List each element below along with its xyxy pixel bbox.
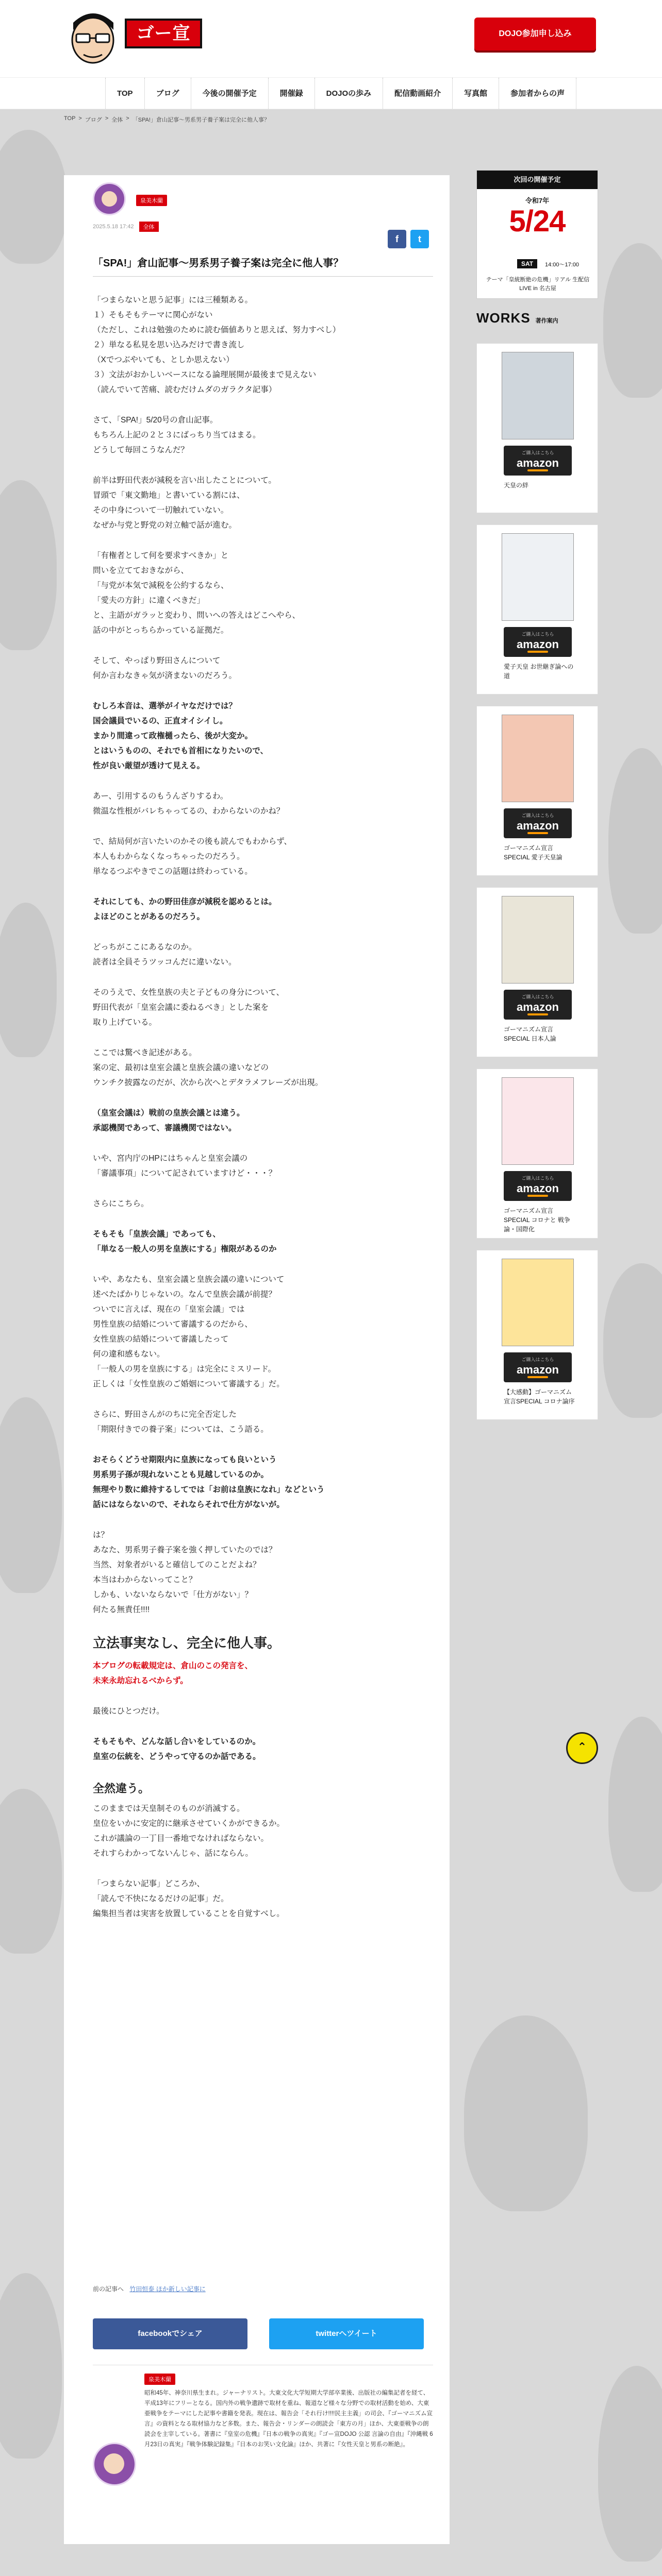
amazon-buy-caption: ご購入はこちら <box>521 1176 554 1181</box>
work-card[interactable] <box>476 1069 598 1239</box>
amazon-buy-caption: ご購入はこちら <box>521 632 554 637</box>
work-card[interactable] <box>476 706 598 876</box>
global-nav <box>0 77 662 109</box>
works-title: WORKS <box>476 310 531 326</box>
body-paragraph: そもそも「皇族会議」であっても、 「単なる一般人の男を皇族にする」権限があるのか <box>93 1230 277 1253</box>
body-paragraph: （皇室会議は）戦前の皇族会議とは違う。 承認機関であって、審議機関ではない。 <box>93 1109 245 1132</box>
breadcrumb-sep: > <box>105 115 109 122</box>
prev-post-link[interactable]: 竹田恒泰 ほか新しい記事に <box>129 2285 206 2293</box>
body-paragraph: いや、あなたも、皇室会議と皇族会議の違いについて 述べたばかりじゃないの。なんで皇族会議が前提？ ついでに言えば、現在の「皇室会議」では 男性皇族の結婚について審議するのだから、 女性皇族の結婚について審議したって 何の違和感もない。 「一般人の男を皇族にする」は完全にミスリード。 正しくは「女性皇族のご婚姻について審議する」だ。 <box>93 1275 285 1388</box>
twitter-share-button[interactable] <box>269 2318 424 2349</box>
body-paragraph: 前半は野田代表が減税を言い出したことについて。 冒頭で「東文勤地」と書いている割には、 その中身について一切触れていない。 なぜか与党と野党の対立軸で話が進む。 <box>93 476 276 530</box>
body-paragraph: は？ あなた、男系男子養子案を強く押していたのでは？ 当然、対象者がいると確信してのことだよね？ 本当はわからないってこと？ しかも、いないならないで「仕方がない」？ 何たる無責任!!!! <box>93 1531 277 1614</box>
work-card[interactable] <box>476 887 598 1057</box>
facebook-share-label: facebookでシェア <box>138 2329 203 2338</box>
body-paragraph: 「つまらないと思う記事」には三種類ある。 １）そもそもテーマに関心がない （ただし、これは勉強のために読む価値ありと思えば、努力すべし） ２）単なる私見を思い込みだけで書き流し （Xでつぶやいても、としか思えない） ３）文法がおかしいベースになる論理展開が最後まで見えない （読んでいて苦痛、読むだけムダのガラクタ記事） <box>93 296 341 394</box>
next-event-header: 次回の開催予定 <box>477 171 598 189</box>
amazon-logo-icon: amazon <box>517 1182 559 1195</box>
next-event-theme: テーマ「皇統断絶の危機」リアル 生配信 LIVE in 名古屋 <box>486 277 590 292</box>
nav-blog[interactable]: ブログ <box>145 78 191 110</box>
work-title: 天皇の絆 <box>504 482 529 489</box>
amazon-logo-icon: amazon <box>517 456 559 469</box>
facebook-share-button[interactable] <box>93 2318 247 2349</box>
twitter-icon[interactable]: t <box>410 230 429 248</box>
amazon-buy-button[interactable] <box>504 990 572 1020</box>
nav-voices[interactable]: 参加者からの声 <box>499 78 576 110</box>
body-paragraph: それにしても、かの野田佳彦が減税を認めるとは。 よほどのことがあるのだろう。 <box>93 897 277 921</box>
amazon-buy-caption: ご購入はこちら <box>521 813 554 818</box>
work-title: 【大感動】ゴーマニズム宣言SPECIAL コロナ論序 <box>504 1388 575 1405</box>
amazon-buy-caption: ご購入はこちら <box>521 1357 554 1362</box>
mascot-face-icon <box>64 7 122 68</box>
breadcrumb-sep: > <box>78 115 82 122</box>
amazon-buy-caption: ご購入はこちら <box>521 450 554 455</box>
body-paragraph: 全然違う。 <box>93 1782 150 1795</box>
book-cover-image[interactable] <box>502 1259 574 1346</box>
author-bio: 昭和45年、神奈川県生まれ。ジャーナリスト。大東文化大学短期大学部卒業後、出版社の編集記者を経て、平成13年にフリーとなる。国内外の戦争遺跡で取材を重ね、報道など様々な分野での取材活動を始め、大東亜戦争をテーマにした記事や書籍を発表。現在は、報告会「それ行け!!!!民主主義」の司会、『ゴーマニズム宣言』の資料となる取材協力など多数。また、報告会・リンダーの朗読会「東方の月」ほか、大東亜戦争の朗読会を主宰している。著書に『皇室の危機』『日本の戦争の真実』『ゴー宣DOJO 公認 言論の自由』『沖縄戦 6月23日の真実』『戦争体験記録集』『日本のお笑い文化論』ほか、共著に『女性天皇と男系の断絶』。 <box>144 2390 433 2448</box>
body-paragraph: さらにこちら。 <box>93 1199 149 1208</box>
twitter-share-label: twitterへツイート <box>316 2329 377 2338</box>
body-paragraph: そして、やっぱり野田さんについて 何か言わなきゃ気が済まないのだろう。 <box>93 656 237 680</box>
site-header <box>0 0 662 68</box>
body-paragraph: むしろ本音は、選挙がイヤなだけでは？ 国会議員でいるの、正直オイシイし。 まかり間違って政権樋ったら、後が大変か。 とはいうものの、それでも首相になりたいので、 性が良い厳望が透けて見える。 <box>93 702 269 770</box>
amazon-logo-icon: amazon <box>517 1363 559 1376</box>
breadcrumb-top[interactable]: TOP <box>64 115 76 122</box>
nav-top[interactable]: TOP <box>105 78 145 110</box>
body-paragraph: そもそもや、どんな話し合いをしているのか。 皇室の伝統を、どうやって守るのか話である。 <box>93 1737 261 1761</box>
body-paragraph: どっちがここにあるなのか。 読者は全員そうツッコんだに違いない。 <box>93 943 237 967</box>
body-paragraph: おそらくどうせ期限内に皇族になっても良いという 男系男子孫が現れないことも見越しているのか。 無理やり数に維持するしてでは「お前は皇族になれ」などという 話にはならないので、それならそれで仕方がないが。 <box>93 1455 325 1509</box>
body-paragraph: あー、引用するのもうんざりするわ。 微温な性根がバレちゃってるの、わからないのかね？ <box>93 792 285 816</box>
next-event-date: 5/24 <box>509 205 566 238</box>
work-card[interactable] <box>476 524 598 694</box>
site-logo[interactable] <box>64 7 202 68</box>
breadcrumb-category[interactable]: 全体 <box>111 117 123 123</box>
logo-wordmark: ゴー宣DOJO <box>125 19 202 48</box>
prev-post-label: 前の記事へ <box>93 2285 124 2293</box>
work-title: ゴーマニズム宣言 SPECIAL 愛子天皇論 <box>504 844 562 861</box>
work-card[interactable] <box>476 1250 598 1420</box>
author-avatar[interactable] <box>93 182 126 215</box>
post-title: 「SPA!」倉山記事〜男系男子養子案は完全に他人事？ <box>93 258 344 269</box>
author-profile <box>93 2365 433 2519</box>
facebook-icon[interactable]: f <box>388 230 406 248</box>
amazon-buy-button[interactable] <box>504 1352 572 1382</box>
body-paragraph: いや、宮内庁のHPにはちゃんと皇室会議の 「審議事項」について記されていますけど・・・？ <box>93 1154 277 1178</box>
amazon-buy-button[interactable] <box>504 1171 572 1201</box>
nav-photos[interactable]: 写真館 <box>453 78 499 110</box>
work-title: 愛子天皇 お世継ぎ論への道 <box>504 663 574 680</box>
works-heading <box>476 310 558 326</box>
body-paragraph: 本ブログの転載規定は、倉山のこの発言を、 未来永劫忘れるべからず。 <box>93 1662 253 1685</box>
post-category[interactable]: 全体 <box>139 222 159 232</box>
body-paragraph: ここでは驚べき記述がある。 案の定、最初は皇室会議と皇族会議の違いなどの ウンチク披露なのだが、次から次へとデタラメフレーズが出現。 <box>93 1048 323 1087</box>
amazon-buy-caption: ご購入はこちら <box>521 994 554 999</box>
next-event-dow: SAT <box>517 259 537 268</box>
body-paragraph: このままでは天皇制そのものが消滅する。 皇位をいかに安定的に継承させていくかができるか。 これが議論の一丁目一番地でなければならない。 それすらわかってないんじゃ、話にならん。 <box>93 1804 285 1858</box>
body-paragraph: 立法事実なし、完全に他人事。 <box>93 1635 281 1651</box>
nav-history[interactable]: DOJOの歩み <box>315 78 384 110</box>
nav-records[interactable]: 開催録 <box>269 78 315 110</box>
post-meta <box>93 222 159 232</box>
amazon-buy-button[interactable] <box>504 446 572 476</box>
body-paragraph: で、結局何が言いたいのかその後も読んでもわからず、 本人もわからなくなっちゃったのだろう。 単なるつぶやきでこの話題は終わっている。 <box>93 837 292 876</box>
amazon-logo-icon: amazon <box>517 819 559 832</box>
book-cover-image[interactable] <box>502 715 574 802</box>
nav-videos[interactable]: 配信動画紹介 <box>383 78 453 110</box>
author-badge[interactable]: 泉美木蘭 <box>136 195 167 206</box>
next-event-era: 令和7年 <box>525 197 550 205</box>
next-event-time: 14:00〜17:00 <box>545 262 580 268</box>
amazon-logo-icon: amazon <box>517 638 559 651</box>
breadcrumb-current: 「SPA!」倉山記事〜男系男子養子案は完全に他人事？ <box>132 117 270 123</box>
breadcrumb-sep: > <box>126 115 129 122</box>
work-card[interactable] <box>476 343 598 513</box>
amazon-logo-icon: amazon <box>517 1001 559 1013</box>
body-paragraph: 「有権者として何を要求すべきか」と 問いを立てておきながら、 「与党が本気で減税を公約するなら、 「愛夫の方針」に違くべきだ」 と、主語がガラッと変わり、問いへの答えはどこへやら、 話の中がとっちらかっている証拠だ。 <box>93 551 301 635</box>
book-cover-image[interactable] <box>502 1077 574 1165</box>
post-body <box>93 293 433 1937</box>
body-paragraph: さらに、野田さんがのちに完全否定した 「期限付きでの養子案」については、こう語る。 <box>93 1410 269 1434</box>
blog-article <box>64 175 450 2544</box>
next-event-box[interactable] <box>476 170 598 299</box>
work-title: ゴーマニズム宣言 SPECIAL コロナと 戦争論・国際化 <box>504 1207 570 1233</box>
amazon-buy-button[interactable] <box>504 627 572 657</box>
author-profile-name[interactable]: 泉美木蘭 <box>144 2374 175 2385</box>
body-paragraph: そのうえで、女性皇族の夫と子どもの身分について、 野田代表が「皇室会議に委ねるべき」とした案を 取り上げている。 <box>93 988 285 1027</box>
prev-post-line <box>93 2284 206 2293</box>
nav-schedule[interactable]: 今後の開催予定 <box>191 78 269 110</box>
amazon-buy-button[interactable] <box>504 808 572 838</box>
title-divider <box>93 276 433 277</box>
book-cover-image[interactable] <box>502 533 574 621</box>
body-paragraph: 最後にひとつだけ。 <box>93 1707 164 1716</box>
body-paragraph: さて、「SPA!」5/20号の倉山記事。 もちろん上記の２と３にばっちり当てはまる。 どうして毎回こうなんだ？ <box>93 416 261 454</box>
author-profile-avatar[interactable] <box>93 2443 136 2486</box>
page-top-button[interactable] <box>566 1732 598 1764</box>
works-subtitle: 著作案内 <box>535 318 558 324</box>
body-paragraph: 「つまらない記事」どころか、 「読んで不快になるだけの記事」だ。 編集担当者は実害を放置していることを自覚すべし。 <box>93 1879 285 1918</box>
breadcrumb-blog[interactable]: ブログ <box>85 117 102 123</box>
book-cover-image[interactable] <box>502 896 574 984</box>
post-date: 2025.5.18 17:42 <box>93 224 134 230</box>
book-cover-image[interactable] <box>502 352 574 439</box>
join-dojo-button[interactable]: DOJO参加申し込み <box>474 18 596 50</box>
arrow-up-icon: ⌃ <box>577 1740 587 1753</box>
breadcrumb <box>64 115 270 124</box>
work-title: ゴーマニズム宣言 SPECIAL 日本人論 <box>504 1026 556 1042</box>
